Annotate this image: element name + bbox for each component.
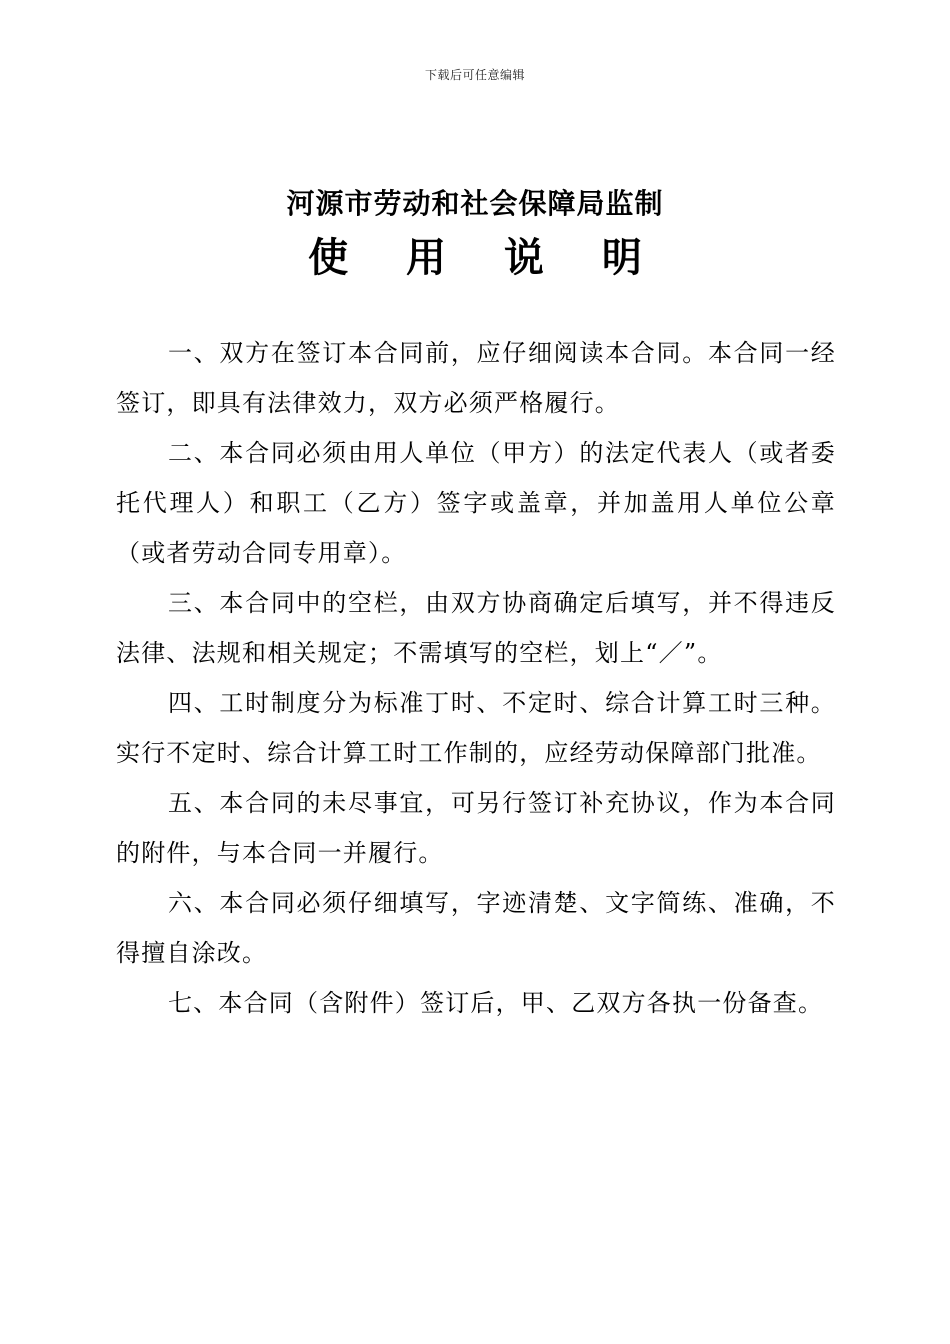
instruction-item-2: 二、本合同必须由用人单位（甲方）的法定代表人（或者委托代理人）和职工（乙方）签字或盖章，并加盖用人单位公章（或者劳动合同专用章）。 [116,439,836,567]
instruction-item-6: 六、本合同必须仔细填写，字迹清楚、文字简练、准确，不得擅自涂改。 [116,889,836,967]
instruction-item-7: 七、本合同（含附件）签订后，甲、乙双方各执一份备查。 [168,989,824,1017]
instruction-item-5: 五、本合同的未尽事宜，可另行签订补充协议，作为本合同的附件，与本合同一并履行。 [116,789,836,867]
instruction-item-1: 一、双方在签订本合同前，应仔细阅读本合同。本合同一经签订，即具有法律效力，双方必须严格履行。 [116,339,836,417]
header-note: 下载后可任意编辑 [424,68,525,82]
page-title: 使 用 说 明 [308,235,664,281]
instructions-body [116,328,836,1028]
instruction-item-3: 三、本合同中的空栏，由双方协商确定后填写，并不得违反法律、法规和相关规定；不需填写的空栏，划上“／”。 [116,589,836,667]
instruction-item-4: 四、工时制度分为标准丁时、不定时、综合计算工时三种。实行不定时、综合计算工时工作制的，应经劳动保障部门批准。 [116,689,836,767]
issuer-title: 河源市劳动和社会保障局监制 [286,187,664,220]
